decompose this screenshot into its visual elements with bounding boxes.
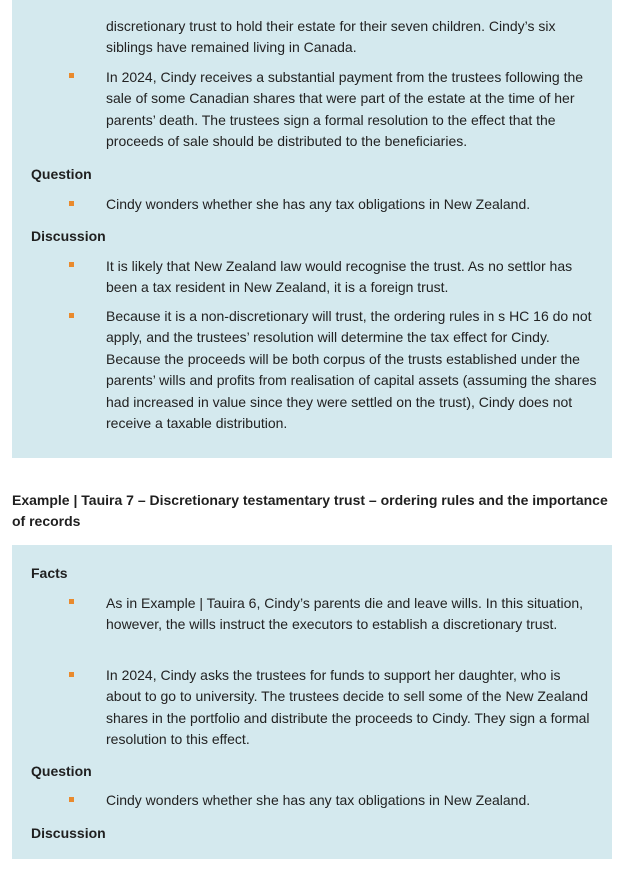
example-7-title: Example | Tauira 7 – Discretionary testamentary trust – ordering rules and the importance of records xyxy=(12,492,608,530)
discussion-2-text: Because it is a non-discretionary will trust, the ordering rules in s HC 16 do not apply, and the trustees’ resolution will determine the tax effect for Cindy. Because the proceeds will be both corpus of the trusts established under the parents’ wills and profits from realisation of capital assets (assuming the shares had increased in value since they were settled on the trust), Cindy does not receive a taxable distribution. xyxy=(106,308,597,432)
bullet-icon xyxy=(69,672,74,677)
question-heading: Question xyxy=(31,763,92,779)
fact-2-text: In 2024, Cindy asks the trustees for funds to support her daughter, who is about to go to university. The trustees decide to sell some of the New Zealand shares in the portfolio and distribute the proceeds to Cindy. They sign a formal resolution to this effect. xyxy=(106,667,590,748)
discussion-1-text: It is likely that New Zealand law would recognise the trust. As no settlor has been a tax resident in New Zealand, it is a foreign trust. xyxy=(106,258,573,296)
bullet-icon xyxy=(69,73,74,78)
bullet-icon xyxy=(69,313,74,318)
discussion-heading: Discussion xyxy=(31,228,106,244)
bullet-icon xyxy=(69,599,74,604)
question-text: Cindy wonders whether she has any tax obligations in New Zealand. xyxy=(106,196,531,212)
question-heading: Question xyxy=(31,166,92,182)
bullet-icon xyxy=(69,201,74,206)
fact-2-text: In 2024, Cindy receives a substantial payment from the trustees following the sale of some Canadian shares that were part of the estate at the time of her parents’ death. The trustees sign a formal resolution to the effect that the proceeds of sale should be distributed to the beneficiaries. xyxy=(106,69,584,150)
facts-heading: Facts xyxy=(31,565,68,581)
fact-1-text: As in Example | Tauira 6, Cindy’s parents die and leave wills. In this situation, however, the wills instruct the executors to establish a discretionary trust. xyxy=(106,595,584,633)
discussion-heading: Discussion xyxy=(31,825,106,841)
question-text: Cindy wonders whether she has any tax obligations in New Zealand. xyxy=(106,792,531,808)
bullet-icon xyxy=(69,262,74,267)
fact-continuation-text: discretionary trust to hold their estate for their seven children. Cindy’s six siblings have remained living in Canada. xyxy=(106,18,556,56)
bullet-icon xyxy=(69,797,74,802)
